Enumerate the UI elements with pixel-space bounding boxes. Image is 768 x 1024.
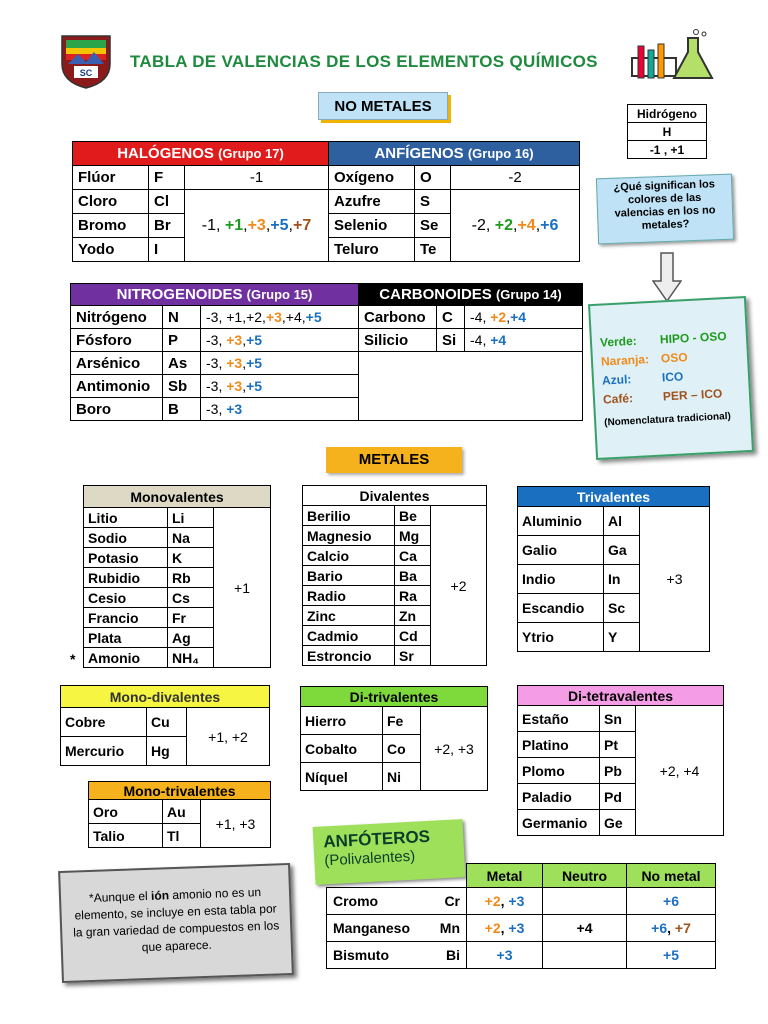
element-name: Platino	[518, 732, 600, 758]
element-symbol: Rb	[168, 568, 214, 588]
element-valence: -3, +1,+2,+3,+4,+5	[201, 306, 359, 329]
element-valence: -3, +3,+5	[201, 329, 359, 352]
element-name: Mercurio	[61, 737, 147, 766]
element-name: Oxígeno	[329, 166, 415, 190]
element-name: Bismuto Bi	[327, 942, 467, 969]
down-arrow-icon	[652, 252, 682, 302]
valence-number: +6	[651, 920, 668, 936]
legend-value: OSO	[660, 350, 688, 366]
valence-number: +5	[305, 309, 322, 325]
table-row	[61, 708, 270, 737]
no-metal-valence	[627, 942, 716, 969]
element-name: Teluro	[329, 238, 415, 262]
no-metal-valence: +6, +7	[627, 915, 716, 942]
element-symbol: S	[415, 190, 451, 214]
element-symbol: Ga	[604, 536, 640, 565]
element-symbol: Mg	[395, 526, 431, 546]
element-symbol: Ni	[383, 763, 421, 791]
anfoteros-table	[326, 863, 716, 969]
element-name: Estaño	[518, 706, 600, 732]
legend-value: ICO	[661, 369, 684, 385]
valence-number: +4	[510, 309, 527, 325]
metal-valence: +2, +3	[467, 888, 543, 915]
col-neutro: Neutro	[543, 864, 627, 888]
table-row	[327, 888, 716, 915]
element-name: Indio	[518, 565, 604, 594]
neutro-valence	[543, 942, 627, 969]
valence-number: +3	[226, 378, 243, 394]
halogenos-anfigenos-table	[72, 141, 580, 262]
element-symbol: N	[163, 306, 201, 329]
asterisk: *	[70, 651, 76, 667]
element-symbol: Al	[604, 507, 640, 536]
element-symbol: Na	[168, 528, 214, 548]
school-logo	[60, 34, 112, 90]
valence-number: +2	[484, 920, 501, 936]
element-symbol: Li	[168, 508, 214, 528]
element-symbol: As	[163, 352, 201, 375]
valence-number: +2	[490, 309, 507, 325]
anfigenos-valence-1: -2	[451, 166, 580, 190]
element-name: Francio	[84, 608, 168, 628]
element-symbol: B	[163, 398, 201, 421]
element-symbol: Pb	[600, 758, 636, 784]
table-row	[301, 707, 488, 735]
test-tubes-icon	[628, 28, 720, 84]
divalentes-table	[302, 485, 487, 666]
trivalentes-header: Trivalentes	[518, 487, 710, 507]
element-name: Oro	[89, 800, 163, 824]
element-valence: -3, +3,+5	[201, 375, 359, 398]
element-name: Radio	[303, 586, 395, 606]
element-name: Berilio	[303, 506, 395, 526]
element-name: Cesio	[84, 588, 168, 608]
valence-number: +3	[226, 401, 243, 417]
halogenos-valences: -1, +1,+3,+5,+7	[185, 190, 329, 262]
element-valence: -3, +3,+5	[201, 352, 359, 375]
legend-key: Verde:	[599, 333, 638, 350]
valence-number: +5	[246, 378, 263, 394]
element-symbol: Si	[437, 329, 465, 352]
ditetravalentes-valence: +2, +4	[636, 706, 724, 836]
color-legend	[588, 296, 754, 460]
element-symbol: Pd	[600, 784, 636, 810]
element-symbol: In	[604, 565, 640, 594]
element-name: Flúor	[73, 166, 149, 190]
element-name: Cadmio	[303, 626, 395, 646]
element-name: Níquel	[301, 763, 383, 791]
valence-number: +5	[246, 332, 263, 348]
element-symbol: Br	[149, 214, 185, 238]
ditetravalentes-table	[517, 685, 724, 836]
element-name: Talio	[89, 824, 163, 848]
element-name: Escandio	[518, 594, 604, 623]
element-name: Boro	[71, 398, 163, 421]
element-name: Cromo Cr	[327, 888, 467, 915]
element-name: Magnesio	[303, 526, 395, 546]
legend-key: Café:	[602, 391, 634, 407]
neutro-valence	[543, 888, 627, 915]
table-row	[71, 306, 583, 329]
halogenos-header: HALÓGENOS (Grupo 17)	[73, 142, 329, 166]
element-symbol: Y	[604, 623, 640, 652]
svg-text:SC: SC	[79, 68, 93, 78]
metal-valence: +2, +3	[467, 915, 543, 942]
footnote-box: *Aunque el ión amonio no es un elemento, se incluye en esta tabla por la gran variedad de compuestos en los que aparece.	[58, 863, 294, 983]
hidrogeno-table	[627, 104, 707, 159]
element-valence: -4, +4	[465, 329, 583, 352]
nitrogenoides-carbonoides-table	[70, 283, 583, 421]
hidrogeno-symbol: H	[628, 123, 707, 141]
metales-label: METALES	[326, 447, 462, 473]
element-symbol: Ag	[168, 628, 214, 648]
element-name: Calcio	[303, 546, 395, 566]
element-symbol: Fr	[168, 608, 214, 628]
element-symbol: O	[415, 166, 451, 190]
monodivalentes-valence: +1, +2	[187, 708, 270, 766]
element-name: Galio	[518, 536, 604, 565]
anfigenos-valences: -2, +2,+4,+6	[451, 190, 580, 262]
table-row	[71, 329, 583, 352]
element-name: Amonio	[84, 648, 168, 668]
hidrogeno-name: Hidrógeno	[628, 105, 707, 123]
table-row	[89, 800, 271, 824]
element-symbol: Cs	[168, 588, 214, 608]
element-symbol: Ca	[395, 546, 431, 566]
element-name: Manganeso Mn	[327, 915, 467, 942]
valence-number: +3	[496, 947, 513, 963]
ditrivalentes-header: Di-trivalentes	[301, 687, 488, 707]
element-name: Plata	[84, 628, 168, 648]
element-symbol: Sb	[163, 375, 201, 398]
element-symbol: Pt	[600, 732, 636, 758]
monotrivalentes-header: Mono-trivalentes	[89, 782, 271, 800]
element-symbol: Co	[383, 735, 421, 763]
element-name: Hierro	[301, 707, 383, 735]
anfoteros-title: ANFÓTEROS	[322, 826, 431, 852]
table-row	[71, 352, 583, 375]
table-row	[327, 942, 716, 969]
valence-number: +2	[484, 893, 501, 909]
empty-cell	[359, 352, 583, 421]
anfoteros-subtitle: (Polivalentes)	[323, 847, 416, 870]
monotrivalentes-table	[88, 781, 271, 848]
no-metal-valence	[627, 888, 716, 915]
valence-number: +5	[663, 947, 679, 963]
valence-number: +3	[265, 309, 282, 325]
element-name: Yodo	[73, 238, 149, 262]
element-symbol: Sn	[600, 706, 636, 732]
monovalentes-table	[83, 485, 271, 668]
table-row	[303, 506, 487, 526]
element-symbol: K	[168, 548, 214, 568]
col-no-metal: No metal	[627, 864, 716, 888]
element-name: Cobalto	[301, 735, 383, 763]
col-metal: Metal	[467, 864, 543, 888]
divalentes-header: Divalentes	[303, 486, 487, 506]
element-name: Antimonio	[71, 375, 163, 398]
table-row	[327, 915, 716, 942]
anfigenos-header: ANFÍGENOS (Grupo 16)	[329, 142, 580, 166]
element-name: Paladio	[518, 784, 600, 810]
legend-key: Azul:	[601, 372, 632, 388]
element-name: Arsénico	[71, 352, 163, 375]
element-symbol: Cu	[147, 708, 187, 737]
monodivalentes-header: Mono-divalentes	[61, 686, 270, 708]
element-symbol: Fe	[383, 707, 421, 735]
monodivalentes-table	[60, 685, 270, 766]
hidrogeno-valence: -1 , +1	[628, 141, 707, 159]
element-symbol: Hg	[147, 737, 187, 766]
table-row	[518, 706, 724, 732]
element-valence: -4, +2,+4	[465, 306, 583, 329]
element-name: Rubidio	[84, 568, 168, 588]
element-name: Carbono	[359, 306, 437, 329]
valence-number: +6	[663, 893, 679, 909]
valence-number: +3	[226, 332, 243, 348]
valence-number: +3	[226, 355, 243, 371]
element-name: Nitrógeno	[71, 306, 163, 329]
element-symbol: I	[149, 238, 185, 262]
element-symbol: Cd	[395, 626, 431, 646]
element-name: Plomo	[518, 758, 600, 784]
valence-number: +3	[508, 893, 525, 909]
metal-valence	[467, 942, 543, 969]
element-name: Cloro	[73, 190, 149, 214]
element-name: Estroncio	[303, 646, 395, 666]
element-symbol: NH₄	[168, 648, 214, 668]
table-row	[84, 508, 271, 528]
element-name: Cobre	[61, 708, 147, 737]
element-symbol: Au	[163, 800, 201, 824]
element-name: Azufre	[329, 190, 415, 214]
element-symbol: Sc	[604, 594, 640, 623]
element-valence: -3, +3	[201, 398, 359, 421]
carbonoides-header: CARBONOIDES (Grupo 14)	[359, 284, 583, 306]
element-name: Bromo	[73, 214, 149, 238]
nitrogenoides-header: NITROGENOIDES (Grupo 15)	[71, 284, 359, 306]
element-symbol: Be	[395, 506, 431, 526]
valence-number: +3	[508, 920, 525, 936]
page-title: TABLA DE VALENCIAS DE LOS ELEMENTOS QUÍMICOS	[130, 52, 598, 71]
table-row	[518, 507, 710, 536]
ditetravalentes-header: Di-tetravalentes	[518, 686, 724, 706]
legend-value: PER – ICO	[662, 386, 723, 404]
element-name: Selenio	[329, 214, 415, 238]
element-name: Litio	[84, 508, 168, 528]
element-symbol: Se	[415, 214, 451, 238]
valence-number: +4	[490, 332, 507, 348]
element-symbol: C	[437, 306, 465, 329]
trivalentes-table	[517, 486, 710, 652]
element-name: Potasio	[84, 548, 168, 568]
legend-value: HIPO - OSO	[659, 329, 727, 347]
element-name: Sodio	[84, 528, 168, 548]
element-name: Silicio	[359, 329, 437, 352]
element-symbol: F	[149, 166, 185, 190]
element-name: Germanio	[518, 810, 600, 836]
empty-cell	[327, 864, 467, 888]
halogenos-valence-1: -1	[185, 166, 329, 190]
element-symbol: P	[163, 329, 201, 352]
element-symbol: Ge	[600, 810, 636, 836]
monovalentes-valence: +1	[214, 508, 271, 668]
element-name: Aluminio	[518, 507, 604, 536]
element-symbol: Sr	[395, 646, 431, 666]
element-symbol: Ba	[395, 566, 431, 586]
neutro-valence: +4	[543, 915, 627, 942]
element-symbol: Tl	[163, 824, 201, 848]
ditrivalentes-table	[300, 686, 488, 791]
valence-number: +7	[674, 920, 691, 936]
ditrivalentes-valence: +2, +3	[421, 707, 488, 791]
element-symbol: Ra	[395, 586, 431, 606]
trivalentes-valence: +3	[640, 507, 710, 652]
element-symbol: Zn	[395, 606, 431, 626]
divalentes-valence: +2	[431, 506, 487, 666]
legend-note: (Nomenclatura tradicional)	[603, 410, 732, 429]
monotrivalentes-valence: +1, +3	[201, 800, 271, 848]
question-box: ¿Qué significan los colores de las valencias en los no metales?	[596, 174, 734, 245]
valence-number: +5	[246, 355, 263, 371]
legend-key: Naranja:	[600, 352, 650, 369]
no-metales-label: NO METALES	[318, 92, 448, 120]
element-name: Fósforo	[71, 329, 163, 352]
element-name: Zinc	[303, 606, 395, 626]
element-symbol: Te	[415, 238, 451, 262]
element-name: Ytrio	[518, 623, 604, 652]
monovalentes-header: Monovalentes	[84, 486, 271, 508]
element-name: Bario	[303, 566, 395, 586]
element-symbol: Cl	[149, 190, 185, 214]
